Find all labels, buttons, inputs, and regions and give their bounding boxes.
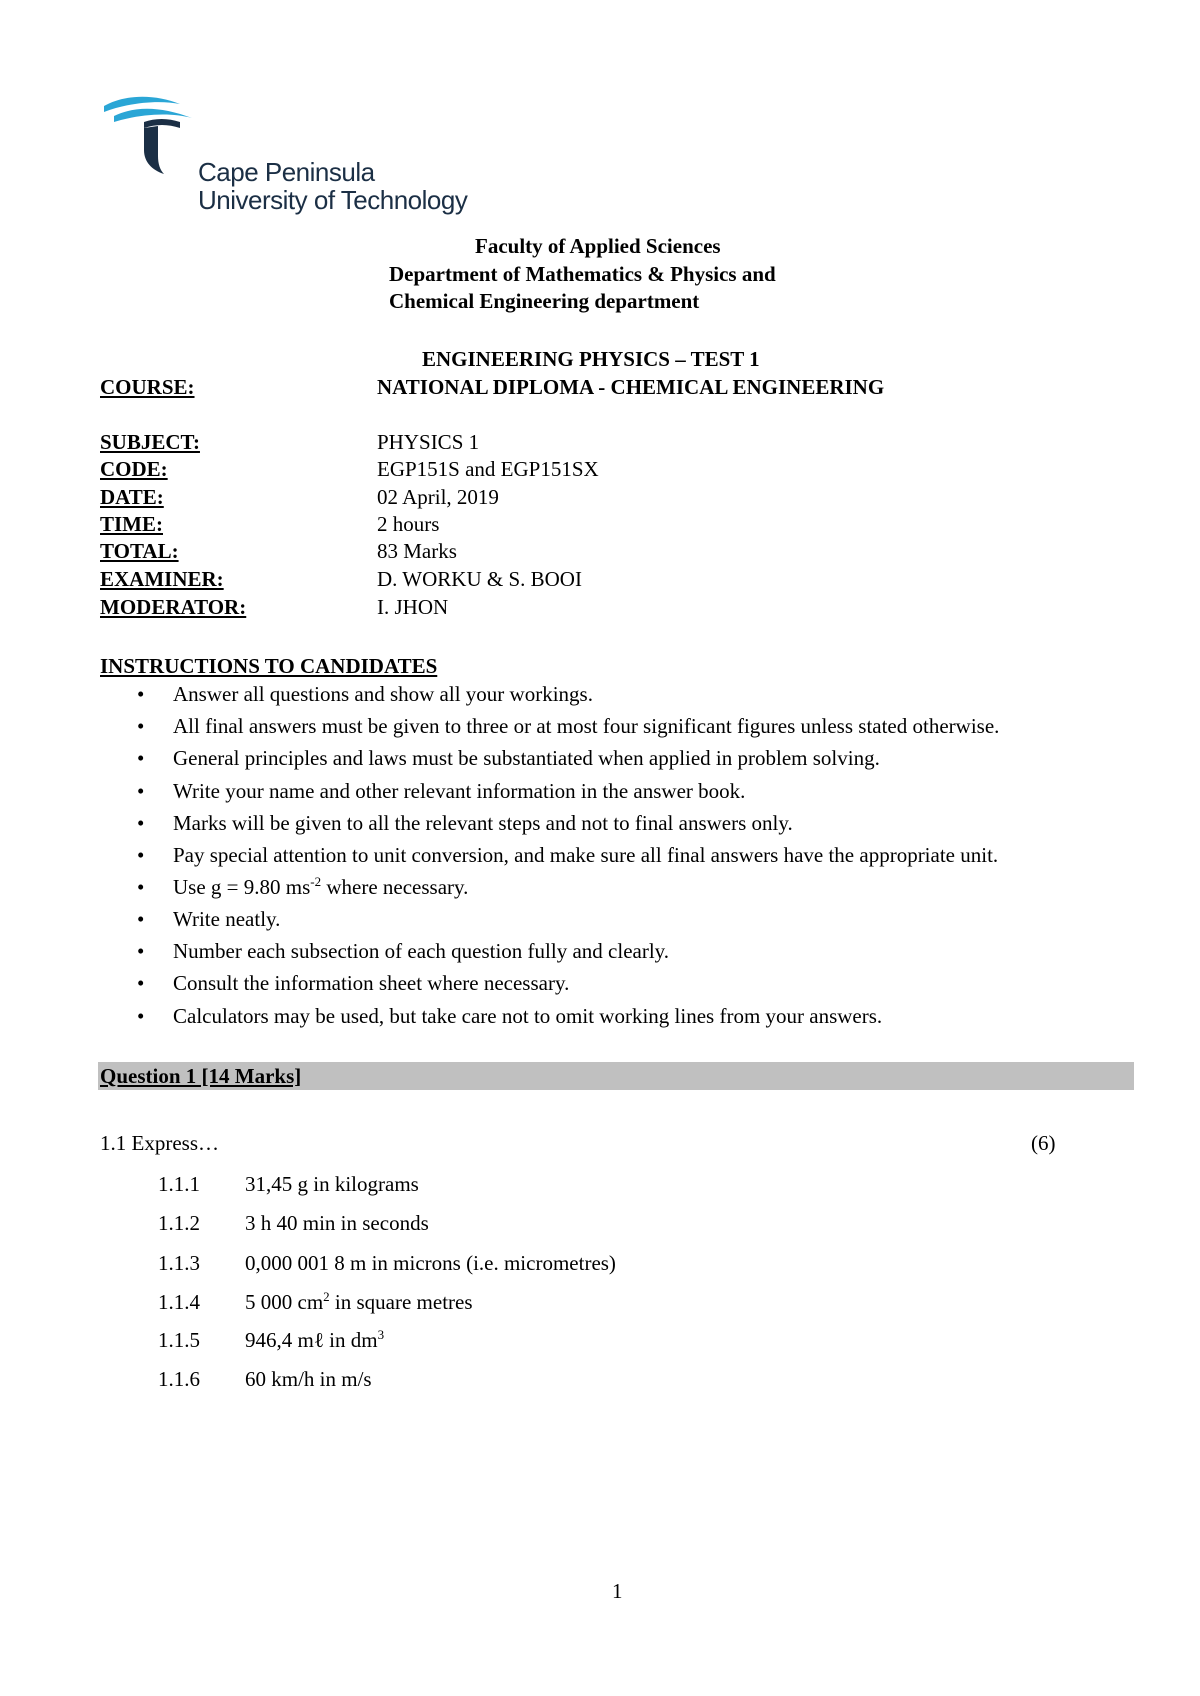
bullet-icon: • bbox=[137, 874, 145, 899]
department-line-2: Chemical Engineering department bbox=[389, 289, 700, 313]
department-line-1: Department of Mathematics & Physics and bbox=[389, 262, 776, 286]
instruction-text: Number each subsection of each question fully and clearly. bbox=[173, 939, 670, 964]
bullet-icon: • bbox=[137, 810, 145, 835]
subquestion-number: 1.1.2 bbox=[158, 1211, 200, 1235]
instructions-section bbox=[100, 654, 1110, 1036]
subquestion-number: 1.1.5 bbox=[158, 1328, 200, 1352]
bullet-icon: • bbox=[137, 971, 145, 996]
instruction-text: Marks will be given to all the relevant steps and not to final answers only. bbox=[173, 810, 793, 835]
info-value: D. WORKU & S. BOOI bbox=[377, 567, 582, 591]
instruction-item bbox=[100, 779, 1110, 803]
instruction-item bbox=[100, 875, 1110, 899]
instruction-item bbox=[100, 682, 1110, 706]
subquestion-number: 1.1.6 bbox=[158, 1367, 200, 1391]
info-label: CODE: bbox=[100, 457, 168, 481]
info-value: PHYSICS 1 bbox=[377, 430, 480, 454]
instruction-item bbox=[100, 714, 1110, 738]
info-value: I. JHON bbox=[377, 595, 449, 619]
logo-wordmark bbox=[198, 158, 467, 214]
logo-line-2: University of Technology bbox=[198, 185, 468, 215]
question-1-1-marks: (6) bbox=[1031, 1131, 1056, 1155]
instruction-text: Write your name and other relevant information in the answer book. bbox=[173, 778, 746, 803]
cput-emblem-icon bbox=[100, 92, 200, 182]
instruction-item bbox=[100, 843, 1110, 867]
question-1-header bbox=[98, 1062, 1134, 1090]
info-label: TOTAL: bbox=[100, 539, 179, 563]
instruction-text: Consult the information sheet where necessary. bbox=[173, 971, 570, 996]
question-1-title: Question 1 [14 Marks] bbox=[100, 1064, 302, 1088]
instructions-heading: INSTRUCTIONS TO CANDIDATES bbox=[100, 654, 438, 678]
bullet-icon: • bbox=[137, 682, 145, 707]
test-title: ENGINEERING PHYSICS – TEST 1 bbox=[422, 347, 760, 371]
logo-line-1: Cape Peninsula bbox=[198, 157, 375, 187]
bullet-icon: • bbox=[137, 1003, 145, 1028]
instruction-text-suffix: where necessary. bbox=[321, 874, 469, 899]
instruction-text: All final answers must be given to three or at most four significant figures unless stated otherwise. bbox=[173, 714, 1000, 739]
instruction-text: Pay special attention to unit conversion, and make sure all final answers have the appropriate unit. bbox=[173, 842, 999, 867]
info-label: TIME: bbox=[100, 512, 163, 536]
subquestion-text: 31,45 g in kilograms bbox=[245, 1172, 419, 1196]
university-logo bbox=[100, 92, 500, 227]
bullet-icon: • bbox=[137, 907, 145, 932]
info-value: 02 April, 2019 bbox=[377, 485, 499, 509]
instruction-item bbox=[100, 971, 1110, 995]
question-1-1-label: 1.1 Express… bbox=[100, 1131, 219, 1155]
instruction-item bbox=[100, 1004, 1110, 1028]
info-label: EXAMINER: bbox=[100, 567, 224, 591]
instruction-text: General principles and laws must be substantiated when applied in problem solving. bbox=[173, 746, 880, 771]
subquestion-number: 1.1.3 bbox=[158, 1251, 200, 1275]
instruction-text: Answer all questions and show all your workings. bbox=[173, 682, 593, 707]
subquestion-text: 3 h 40 min in seconds bbox=[245, 1211, 429, 1235]
subquestion-text: 0,000 001 8 m in microns (i.e. micrometres) bbox=[245, 1251, 616, 1275]
subquestion-text: 946,4 mℓ in $dm^3$ bbox=[245, 1327, 385, 1352]
instruction-item bbox=[100, 811, 1110, 835]
instruction-item bbox=[100, 746, 1110, 770]
subquestion-number: 1.1.4 bbox=[158, 1290, 200, 1314]
info-label: SUBJECT: bbox=[100, 430, 200, 454]
bullet-icon: • bbox=[137, 746, 145, 771]
bullet-icon: • bbox=[137, 714, 145, 739]
instruction-text: Use g = 9.80 ms bbox=[173, 874, 311, 899]
g-unit-exponent: -2 bbox=[310, 873, 322, 889]
instruction-text: Calculators may be used, but take care not to omit working lines from your answers. bbox=[173, 1003, 883, 1028]
subquestion-text: 60 km/h in m/s bbox=[245, 1367, 372, 1391]
bullet-icon: • bbox=[137, 778, 145, 803]
bullet-icon: • bbox=[137, 842, 145, 867]
page-number: 1 bbox=[612, 1579, 623, 1603]
subquestion-number: 1.1.1 bbox=[158, 1172, 200, 1196]
instruction-item bbox=[100, 939, 1110, 963]
bullet-icon: • bbox=[137, 939, 145, 964]
info-value: 2 hours bbox=[377, 512, 440, 536]
subquestion-text: 5 000 $cm^2$ in square metres bbox=[245, 1289, 473, 1314]
instruction-item bbox=[100, 907, 1110, 931]
instructions-list bbox=[100, 682, 1110, 1028]
faculty-name: Faculty of Applied Sciences bbox=[475, 234, 721, 258]
info-value: NATIONAL DIPLOMA - CHEMICAL ENGINEERING bbox=[377, 375, 885, 399]
info-label: MODERATOR: bbox=[100, 595, 247, 619]
info-value: 83 Marks bbox=[377, 539, 457, 563]
info-value: EGP151S and EGP151SX bbox=[377, 457, 599, 481]
info-label: DATE: bbox=[100, 485, 164, 509]
instruction-text: Write neatly. bbox=[173, 907, 281, 932]
info-label: COURSE: bbox=[100, 375, 195, 399]
